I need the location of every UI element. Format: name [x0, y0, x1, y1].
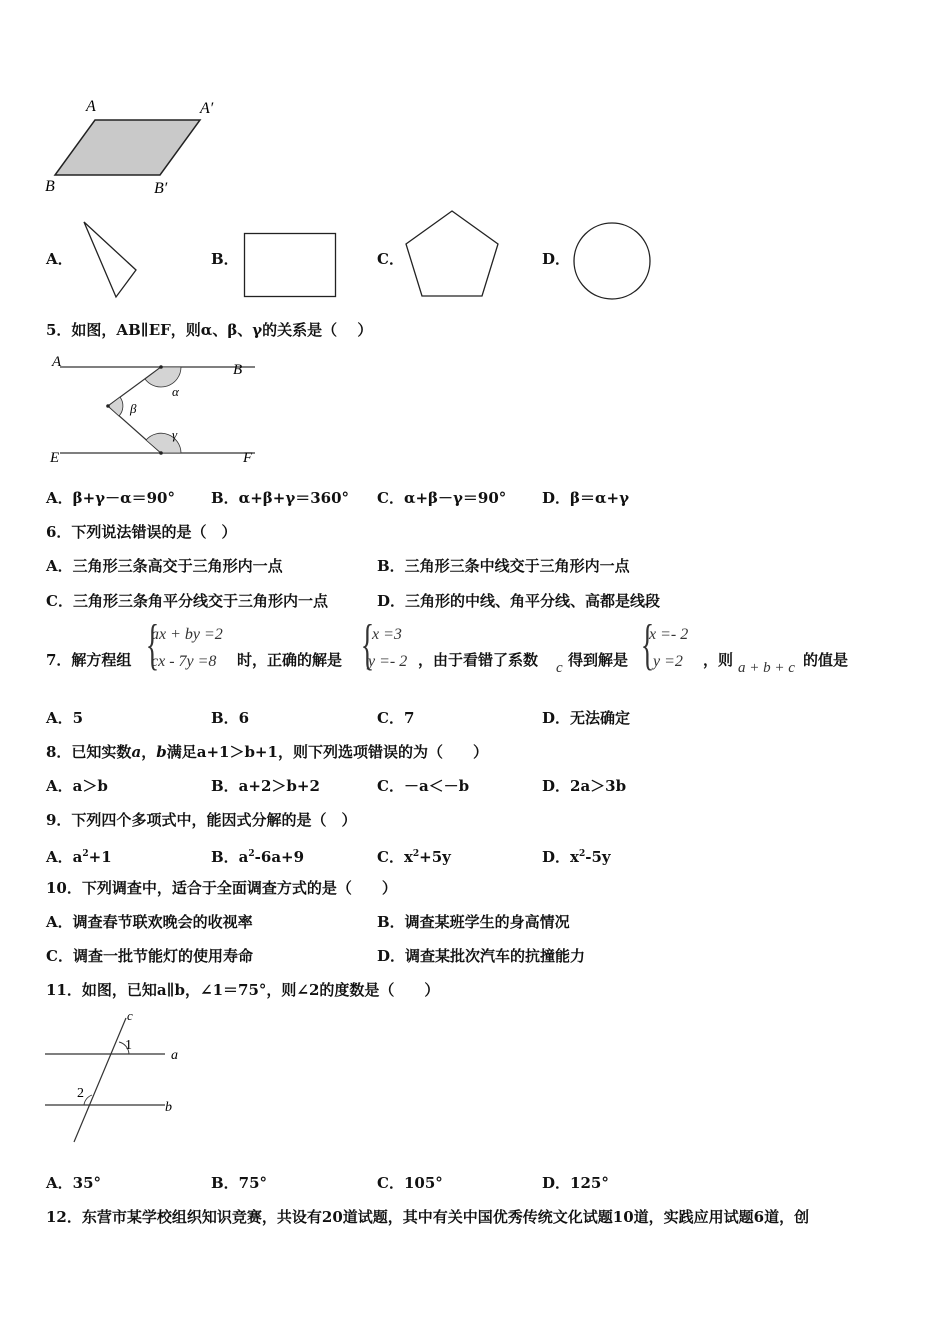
q11-label-1: 1 — [125, 1038, 132, 1053]
q11-label-2: 2 — [77, 1086, 84, 1101]
q10-option-a[interactable]: A．调查春节联欢晚会的收视率 — [46, 913, 253, 931]
q7-brace-2: { — [360, 614, 375, 676]
q4-option-d[interactable]: D． — [542, 250, 571, 268]
q5-label-F: F — [243, 450, 253, 466]
q11-figure — [40, 1006, 190, 1148]
q10-stem: 10．下列调查中，适合于全面调查方式的是（ ） — [46, 879, 397, 897]
q7-text-4: 得到解是 — [568, 651, 629, 669]
q8-option-c[interactable]: C．－a＜－b — [377, 777, 470, 795]
pentagon-shape — [402, 208, 502, 300]
rectangle-shape — [243, 232, 338, 300]
q5-label-alpha: α — [172, 384, 179, 399]
q5-option-b[interactable]: B．α+β+γ＝360° — [211, 489, 350, 507]
q11-label-a: a — [171, 1048, 178, 1063]
q11-label-c: c — [127, 1008, 133, 1023]
q6-option-c[interactable]: C．三角形三条角平分线交于三角形内一点 — [46, 592, 328, 610]
q7-text-6: 的值是 — [803, 651, 849, 669]
q11-option-b[interactable]: B．75° — [211, 1174, 268, 1192]
q5-option-d[interactable]: D．β＝α+γ — [542, 489, 629, 507]
q7-prefix: 7．解方程组 — [46, 651, 132, 669]
label-A: A — [86, 98, 96, 115]
q9-option-a[interactable]: A．$a^2+1$ — [46, 848, 112, 866]
q6-option-a[interactable]: A．三角形三条高交于三角形内一点 — [46, 557, 283, 575]
translated-parallelogram — [55, 120, 200, 175]
q10-option-b[interactable]: B．调查某班学生的身高情况 — [377, 913, 570, 931]
q6-stem: 6．下列说法错误的是（ ） — [46, 523, 237, 541]
q5-label-beta: β — [130, 401, 137, 416]
q7-sol1-x: x =3 — [372, 626, 402, 643]
label-B: B — [45, 178, 55, 195]
q6-option-b[interactable]: B．三角形三条中线交于三角形内一点 — [377, 557, 630, 575]
q7-sol2-y: y =2 — [653, 653, 683, 670]
label-B-prime: B′ — [154, 180, 168, 197]
q7-expression: a + b + c — [738, 660, 795, 676]
q7-eq2: cx - 7y =8 — [151, 653, 217, 670]
q11-stem: 11．如图，已知a∥b，∠1＝75°，则∠2的度数是（ ） — [46, 981, 440, 999]
q5-option-c[interactable]: C．α+β－γ＝90° — [377, 489, 507, 507]
q9-option-c[interactable]: C．$x^2+5y$ — [377, 848, 451, 866]
q12-stem: 12．东营市某学校组织知识竞赛，共设有20道试题，其中有关中国优秀传统文化试题10道，实践应用试题6道，创 — [46, 1208, 810, 1226]
triangle-shape — [78, 218, 140, 302]
q4-option-c[interactable]: C． — [377, 250, 404, 268]
q7-text-5: ，则 — [703, 651, 734, 669]
q5-label-A: A — [52, 354, 62, 370]
q9-option-d[interactable]: D．$x^2-5y$ — [542, 848, 611, 866]
q7-brace-1: { — [145, 614, 160, 676]
q8-stem: 8．已知实数a，b满足a+1＞b+1，则下列选项错误的为（ ） — [46, 743, 488, 761]
q7-coef-c: c — [556, 660, 563, 676]
q9-option-b[interactable]: B．$a^2-6a+9$ — [211, 848, 305, 866]
q7-text-2: 时，正确的解是 — [237, 651, 343, 669]
q7-option-a[interactable]: A．5 — [46, 709, 84, 727]
q11-option-d[interactable]: D．125° — [542, 1174, 609, 1192]
q7-brace-3: { — [640, 614, 655, 676]
q7-sol1-y: y =- 2 — [368, 653, 408, 670]
q8-option-b[interactable]: B．a+2＞b+2 — [211, 777, 320, 795]
q11-label-b: b — [165, 1100, 172, 1115]
q11-option-c[interactable]: C．105° — [377, 1174, 443, 1192]
q7-option-d[interactable]: D．无法确定 — [542, 709, 631, 727]
q7-text-3: ，由于看错了系数 — [418, 651, 539, 669]
q5-stem: 5．如图，AB∥EF，则α、β、γ的关系是（ ） — [46, 321, 373, 339]
q8-option-d[interactable]: D．2a＞3b — [542, 777, 627, 795]
q7-sol2-x: x =- 2 — [649, 626, 689, 643]
q10-option-d[interactable]: D．调查某批次汽车的抗撞能力 — [377, 947, 586, 965]
q5-label-gamma: γ — [172, 427, 178, 442]
q10-option-c[interactable]: C．调查一批节能灯的使用寿命 — [46, 947, 253, 965]
q7-option-c[interactable]: C．7 — [377, 709, 415, 727]
q9-stem: 9．下列四个多项式中，能因式分解的是（ ） — [46, 811, 357, 829]
q5-label-B: B — [233, 362, 243, 378]
q5-option-a[interactable]: A．β+γ－α＝90° — [46, 489, 175, 507]
q5-label-E: E — [50, 450, 60, 466]
parallelogram-figure — [40, 95, 230, 200]
q7-eq1: ax + by =2 — [151, 626, 223, 643]
q5-figure — [40, 352, 270, 470]
q4-option-a[interactable]: A． — [46, 250, 73, 268]
label-A-prime: A′ — [200, 100, 214, 117]
q4-option-b[interactable]: B． — [211, 250, 239, 268]
circle-shape — [571, 220, 655, 304]
q7-option-b[interactable]: B．6 — [211, 709, 250, 727]
q11-option-a[interactable]: A．35° — [46, 1174, 102, 1192]
q6-option-d[interactable]: D．三角形的中线、角平分线、高都是线段 — [377, 592, 661, 610]
q8-option-a[interactable]: A．a＞b — [46, 777, 108, 795]
